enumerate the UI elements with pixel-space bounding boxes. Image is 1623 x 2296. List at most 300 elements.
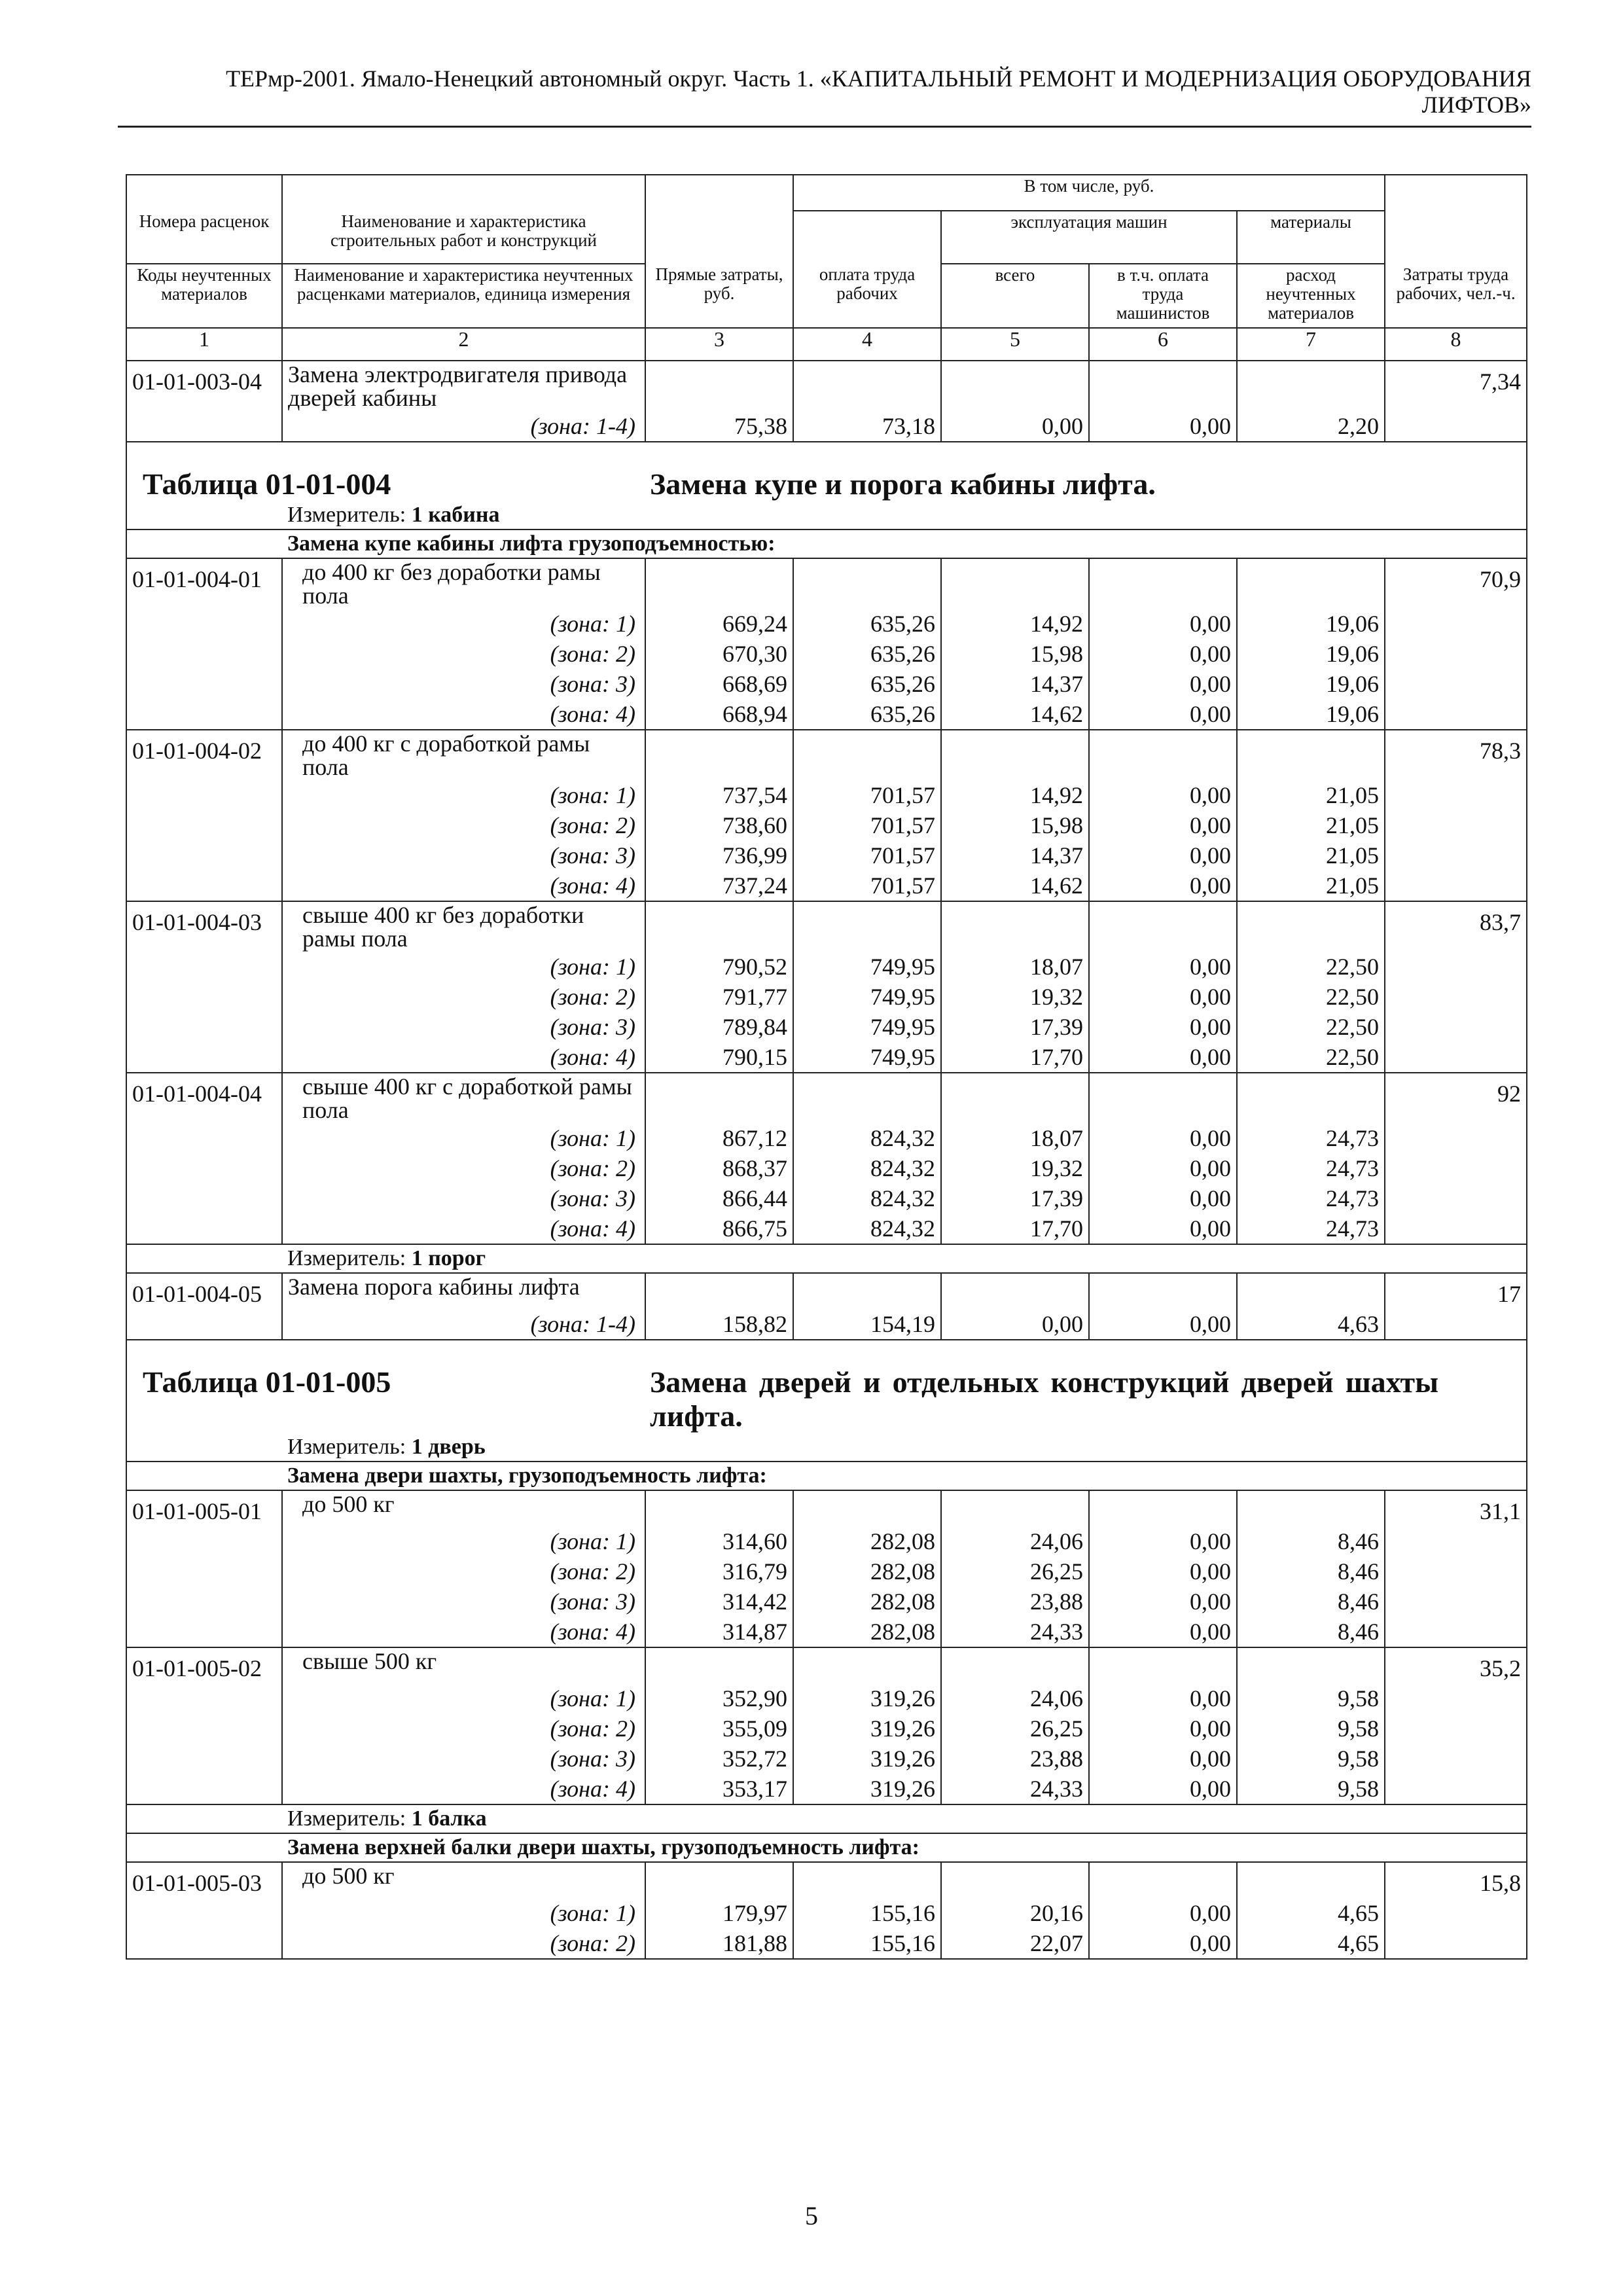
- value-cell: 18,07: [941, 952, 1089, 982]
- value-cell: 0,00: [1089, 840, 1237, 870]
- table-cell: [1089, 901, 1237, 952]
- value-cell: 316,79: [645, 1556, 793, 1587]
- value-cell: 4,63: [1237, 1309, 1385, 1340]
- measure-row: [126, 1804, 1527, 1833]
- group-heading: Замена двери шахты, грузоподъемность лифта:: [282, 1462, 1527, 1490]
- value-cell: 14,92: [941, 609, 1089, 639]
- table-cell: [126, 1744, 282, 1774]
- header-vsego: всего: [941, 264, 1089, 328]
- value-cell: 15,98: [941, 810, 1089, 840]
- value-cell: 19,32: [941, 982, 1089, 1012]
- value-cell: 0,00: [1089, 780, 1237, 810]
- measure-unit: [282, 1244, 1527, 1273]
- labor-cost: 92: [1385, 1073, 1527, 1123]
- zone-row: [126, 1713, 1527, 1744]
- table-cell: [1385, 1928, 1527, 1959]
- zone-row: [126, 1587, 1527, 1617]
- header-mat: материалы: [1237, 211, 1385, 264]
- item-title-row: [126, 1490, 1527, 1526]
- value-cell: 0,00: [1089, 1713, 1237, 1744]
- table-cell: [1385, 1683, 1527, 1713]
- table-cell: [126, 1683, 282, 1713]
- table-cell: [1385, 699, 1527, 730]
- zone-label: (зона: 1-4): [282, 411, 645, 442]
- table-cell: [793, 361, 941, 411]
- value-cell: 668,94: [645, 699, 793, 730]
- value-cell: 20,16: [941, 1898, 1089, 1928]
- value-cell: 0,00: [1089, 1774, 1237, 1804]
- table-cell: [941, 730, 1089, 780]
- zone-label: (зона: 1-4): [282, 1309, 645, 1340]
- table-cell: [1385, 1153, 1527, 1183]
- table-cell: [1089, 1073, 1237, 1123]
- table-cell: [941, 1273, 1089, 1309]
- item-title-row: [126, 1647, 1527, 1683]
- value-cell: 19,06: [1237, 639, 1385, 669]
- zone-label: (зона: 3): [282, 669, 645, 699]
- table-header-row-2: [126, 211, 1527, 264]
- value-cell: 21,05: [1237, 780, 1385, 810]
- value-cell: 23,88: [941, 1744, 1089, 1774]
- rate-code: 01-01-005-01: [126, 1490, 282, 1526]
- table-cell: [1385, 1526, 1527, 1556]
- header-expl: эксплуатация машин: [941, 211, 1237, 264]
- item-name: свыше 400 кг с доработкой рамы пола: [282, 1073, 645, 1123]
- page-number: 5: [805, 2201, 818, 2231]
- table-cell: [793, 1862, 941, 1898]
- table-cell: [1237, 1490, 1385, 1526]
- table-cell: [126, 411, 282, 442]
- zone-row: [126, 1309, 1527, 1340]
- value-cell: 0,00: [1089, 1042, 1237, 1073]
- item-title-row: [126, 1273, 1527, 1309]
- value-cell: 319,26: [793, 1744, 941, 1774]
- table-cell: [126, 870, 282, 901]
- value-cell: 73,18: [793, 411, 941, 442]
- value-cell: 319,26: [793, 1683, 941, 1713]
- labor-cost: 83,7: [1385, 901, 1527, 952]
- table-cell: [1385, 669, 1527, 699]
- table-cell: [126, 639, 282, 669]
- table-cell: [126, 1012, 282, 1042]
- value-cell: 19,06: [1237, 609, 1385, 639]
- table-cell: [941, 558, 1089, 609]
- value-cell: 282,08: [793, 1526, 941, 1556]
- value-cell: 19,06: [1237, 699, 1385, 730]
- measure-label: Измеритель:: [287, 1246, 412, 1270]
- col-number: 3: [645, 328, 793, 361]
- value-cell: 701,57: [793, 840, 941, 870]
- table-header-row-1: [126, 175, 1527, 211]
- value-cell: 749,95: [793, 1012, 941, 1042]
- zone-label: (зона: 3): [282, 840, 645, 870]
- table-cell: [941, 1647, 1089, 1683]
- value-cell: 737,54: [645, 780, 793, 810]
- table-cell: [1385, 952, 1527, 982]
- running-header: [118, 65, 1531, 118]
- col-number: 7: [1237, 328, 1385, 361]
- measure-row: [126, 1433, 1527, 1462]
- value-cell: 319,26: [793, 1774, 941, 1804]
- table-cell: [793, 1647, 941, 1683]
- measure-value: 1 дверь: [411, 1435, 486, 1459]
- table-cell: [793, 901, 941, 952]
- value-cell: 635,26: [793, 699, 941, 730]
- value-cell: 17,70: [941, 1213, 1089, 1244]
- table-cell: [1237, 1647, 1385, 1683]
- table-number: Таблица 01-01-004: [143, 467, 391, 501]
- table-cell: [645, 1862, 793, 1898]
- table-cell: [941, 1073, 1089, 1123]
- rate-code: 01-01-004-05: [126, 1273, 282, 1309]
- value-cell: 0,00: [1089, 411, 1237, 442]
- item-name: Замена электродвигателя привода дверей кабины: [282, 361, 645, 411]
- value-cell: 24,73: [1237, 1183, 1385, 1213]
- zone-row: [126, 810, 1527, 840]
- value-cell: 14,62: [941, 699, 1089, 730]
- zone-label: (зона: 2): [282, 1556, 645, 1587]
- table-cell: [1385, 810, 1527, 840]
- value-cell: 866,75: [645, 1213, 793, 1244]
- value-cell: 635,26: [793, 669, 941, 699]
- value-cell: 0,00: [1089, 1683, 1237, 1713]
- value-cell: 868,37: [645, 1153, 793, 1183]
- table-cell: [1385, 411, 1527, 442]
- value-cell: 701,57: [793, 870, 941, 901]
- value-cell: 0,00: [1089, 1898, 1237, 1928]
- item-title-row: [126, 361, 1527, 411]
- value-cell: 17,39: [941, 1183, 1089, 1213]
- value-cell: 0,00: [1089, 952, 1237, 982]
- labor-cost: 35,2: [1385, 1647, 1527, 1683]
- zone-label: (зона: 2): [282, 1928, 645, 1959]
- measure-label: Измеритель:: [287, 1806, 412, 1831]
- header-incl: В том числе, руб.: [793, 175, 1385, 211]
- table-cell: [126, 1713, 282, 1744]
- header-nomera: Номера расценок: [126, 211, 282, 264]
- zone-row: [126, 1526, 1527, 1556]
- zone-label: (зона: 1): [282, 1526, 645, 1556]
- table-cell: [126, 1244, 282, 1273]
- value-cell: 790,15: [645, 1042, 793, 1073]
- group-row: [126, 529, 1527, 558]
- table-cell: [1385, 1183, 1527, 1213]
- table-cell: [126, 982, 282, 1012]
- header-rule: [118, 126, 1531, 128]
- table-cell: [126, 1042, 282, 1073]
- value-cell: 0,00: [1089, 1309, 1237, 1340]
- value-cell: 790,52: [645, 952, 793, 982]
- zone-label: (зона: 4): [282, 1213, 645, 1244]
- value-cell: 9,58: [1237, 1713, 1385, 1744]
- zone-label: (зона: 4): [282, 1774, 645, 1804]
- value-cell: 314,60: [645, 1526, 793, 1556]
- value-cell: 789,84: [645, 1012, 793, 1042]
- value-cell: 21,05: [1237, 840, 1385, 870]
- table-cell: [126, 810, 282, 840]
- zone-label: (зона: 2): [282, 1713, 645, 1744]
- table-cell: [941, 901, 1089, 952]
- zone-label: (зона: 4): [282, 870, 645, 901]
- zone-label: (зона: 1): [282, 780, 645, 810]
- rates-table: [126, 174, 1527, 1960]
- zone-label: (зона: 3): [282, 1183, 645, 1213]
- table-title-row: [126, 1340, 1527, 1433]
- value-cell: 24,73: [1237, 1123, 1385, 1153]
- table-cell: [793, 730, 941, 780]
- value-cell: 314,87: [645, 1617, 793, 1647]
- zone-row: [126, 1042, 1527, 1073]
- zone-row: [126, 840, 1527, 870]
- rate-code: 01-01-004-02: [126, 730, 282, 780]
- table-cell: [1089, 1490, 1237, 1526]
- value-cell: 701,57: [793, 810, 941, 840]
- table-cell: [126, 609, 282, 639]
- group-row: [126, 1833, 1527, 1862]
- table-cell: [1237, 901, 1385, 952]
- labor-cost: 31,1: [1385, 1490, 1527, 1526]
- value-cell: 749,95: [793, 982, 941, 1012]
- header-naim: Наименование и характеристика строительных работ и конструкций: [282, 211, 645, 264]
- value-cell: 749,95: [793, 952, 941, 982]
- table-cell: [1385, 1744, 1527, 1774]
- col-number: 6: [1089, 328, 1237, 361]
- value-cell: 179,97: [645, 1898, 793, 1928]
- value-cell: 0,00: [1089, 1012, 1237, 1042]
- value-cell: 635,26: [793, 609, 941, 639]
- table-cell: [126, 1183, 282, 1213]
- table-cell: [645, 901, 793, 952]
- table-cell: [1385, 1898, 1527, 1928]
- value-cell: 17,70: [941, 1042, 1089, 1073]
- table-cell: [1237, 1273, 1385, 1309]
- value-cell: 24,73: [1237, 1213, 1385, 1244]
- measure-label: Измеритель:: [287, 503, 412, 527]
- labor-cost: 70,9: [1385, 558, 1527, 609]
- table-cell: [126, 1153, 282, 1183]
- table-cell: [1089, 558, 1237, 609]
- zone-label: (зона: 1): [282, 1683, 645, 1713]
- table-cell: [1385, 982, 1527, 1012]
- labor-cost: 78,3: [1385, 730, 1527, 780]
- value-cell: 19,32: [941, 1153, 1089, 1183]
- zone-label: (зона: 2): [282, 1153, 645, 1183]
- item-title-row: [126, 558, 1527, 609]
- table-caption: Замена купе и порога кабины лифта.: [650, 467, 1156, 501]
- value-cell: 353,17: [645, 1774, 793, 1804]
- header-pryam: Прямые затраты, руб.: [645, 264, 793, 328]
- zone-label: (зона: 4): [282, 699, 645, 730]
- item-name: Замена порога кабины лифта: [282, 1273, 645, 1309]
- value-cell: 14,92: [941, 780, 1089, 810]
- table-title-block: [126, 1340, 1527, 1433]
- table-cell: [1385, 1556, 1527, 1587]
- zone-row: [126, 1898, 1527, 1928]
- table-cell: [1385, 1213, 1527, 1244]
- value-cell: 355,09: [645, 1713, 793, 1744]
- table-cell: [126, 952, 282, 982]
- table-cell: [645, 361, 793, 411]
- item-title-row: [126, 1073, 1527, 1123]
- value-cell: 24,06: [941, 1526, 1089, 1556]
- zone-row: [126, 1556, 1527, 1587]
- table-cell: [793, 1273, 941, 1309]
- value-cell: 319,26: [793, 1713, 941, 1744]
- table-cell: [126, 1833, 282, 1862]
- item-name: до 400 кг с доработкой рамы пола: [282, 730, 645, 780]
- value-cell: 0,00: [1089, 639, 1237, 669]
- value-cell: 26,25: [941, 1556, 1089, 1587]
- value-cell: 19,06: [1237, 669, 1385, 699]
- group-heading: Замена купе кабины лифта грузоподъемностью:: [282, 529, 1527, 558]
- value-cell: 8,46: [1237, 1587, 1385, 1617]
- value-cell: 737,24: [645, 870, 793, 901]
- table-cell: [645, 558, 793, 609]
- value-cell: 21,05: [1237, 870, 1385, 901]
- table-cell: [793, 1490, 941, 1526]
- value-cell: 22,50: [1237, 1042, 1385, 1073]
- zone-row: [126, 411, 1527, 442]
- zone-row: [126, 870, 1527, 901]
- value-cell: 282,08: [793, 1617, 941, 1647]
- col-number: 5: [941, 328, 1089, 361]
- zone-row: [126, 1012, 1527, 1042]
- table-cell: [645, 1647, 793, 1683]
- zone-label: (зона: 1): [282, 952, 645, 982]
- zone-label: (зона: 3): [282, 1587, 645, 1617]
- value-cell: 14,37: [941, 840, 1089, 870]
- table-cell: [1385, 1012, 1527, 1042]
- rate-code: 01-01-003-04: [126, 361, 282, 411]
- value-cell: 8,46: [1237, 1556, 1385, 1587]
- table-cell: [126, 1433, 282, 1462]
- value-cell: 0,00: [1089, 982, 1237, 1012]
- table-cell: [1237, 1862, 1385, 1898]
- col-number: 1: [126, 328, 282, 361]
- measure-unit: [282, 1433, 1527, 1462]
- table-cell: [1237, 558, 1385, 609]
- value-cell: 0,00: [1089, 1123, 1237, 1153]
- zone-label: (зона: 3): [282, 1012, 645, 1042]
- header-kody: Коды неучтенных материалов: [126, 264, 282, 328]
- value-cell: 155,16: [793, 1928, 941, 1959]
- rate-code: 01-01-005-03: [126, 1862, 282, 1898]
- value-cell: 9,58: [1237, 1744, 1385, 1774]
- column-numbers-row: [126, 328, 1527, 361]
- value-cell: 736,99: [645, 840, 793, 870]
- value-cell: 154,19: [793, 1309, 941, 1340]
- zone-label: (зона: 2): [282, 639, 645, 669]
- zone-label: (зона: 2): [282, 810, 645, 840]
- value-cell: 635,26: [793, 639, 941, 669]
- header-naim2: Наименование и характеристика неучтенных расценками материалов, единица измерения: [282, 264, 645, 328]
- item-name: до 500 кг: [282, 1490, 645, 1526]
- table-cell: [1385, 1713, 1527, 1744]
- value-cell: 0,00: [1089, 1526, 1237, 1556]
- value-cell: 24,06: [941, 1683, 1089, 1713]
- value-cell: 352,90: [645, 1683, 793, 1713]
- value-cell: 0,00: [941, 411, 1089, 442]
- table-cell: [645, 730, 793, 780]
- table-cell: [126, 1617, 282, 1647]
- value-cell: 14,62: [941, 870, 1089, 901]
- value-cell: 18,07: [941, 1123, 1089, 1153]
- zone-row: [126, 1213, 1527, 1244]
- header-oplata: оплата труда рабочих: [793, 264, 941, 328]
- value-cell: 866,44: [645, 1183, 793, 1213]
- value-cell: 23,88: [941, 1587, 1089, 1617]
- table-cell: [1385, 840, 1527, 870]
- table-cell: [941, 361, 1089, 411]
- value-cell: 15,98: [941, 639, 1089, 669]
- value-cell: 867,12: [645, 1123, 793, 1153]
- labor-cost: 15,8: [1385, 1862, 1527, 1898]
- value-cell: 701,57: [793, 780, 941, 810]
- value-cell: 9,58: [1237, 1683, 1385, 1713]
- value-cell: 352,72: [645, 1744, 793, 1774]
- table-cell: [941, 1862, 1089, 1898]
- table-cell: [1089, 361, 1237, 411]
- table-cell: [1089, 1273, 1237, 1309]
- value-cell: 824,32: [793, 1213, 941, 1244]
- labor-cost: 17: [1385, 1273, 1527, 1309]
- col-number: 2: [282, 328, 645, 361]
- table-cell: [1089, 1647, 1237, 1683]
- item-title-row: [126, 901, 1527, 952]
- value-cell: 22,50: [1237, 1012, 1385, 1042]
- value-cell: 749,95: [793, 1042, 941, 1073]
- zone-label: (зона: 1): [282, 1898, 645, 1928]
- value-cell: 0,00: [1089, 1617, 1237, 1647]
- value-cell: 26,25: [941, 1713, 1089, 1744]
- zone-label: (зона: 4): [282, 1617, 645, 1647]
- zone-row: [126, 699, 1527, 730]
- table-cell: [126, 1898, 282, 1928]
- value-cell: 0,00: [1089, 609, 1237, 639]
- table-cell: [1385, 1617, 1527, 1647]
- table-cell: [1385, 870, 1527, 901]
- table-cell: [645, 1073, 793, 1123]
- measure-row: [126, 501, 1527, 529]
- table-cell: [126, 669, 282, 699]
- value-cell: 2,20: [1237, 411, 1385, 442]
- zone-row: [126, 982, 1527, 1012]
- measure-value: 1 порог: [411, 1246, 486, 1270]
- value-cell: 0,00: [1089, 870, 1237, 901]
- value-cell: 17,39: [941, 1012, 1089, 1042]
- value-cell: 0,00: [1089, 1587, 1237, 1617]
- measure-value: 1 балка: [411, 1806, 487, 1831]
- table-cell: [1385, 609, 1527, 639]
- value-cell: 4,65: [1237, 1928, 1385, 1959]
- value-cell: 0,00: [1089, 1556, 1237, 1587]
- col-number: 4: [793, 328, 941, 361]
- value-cell: 0,00: [941, 1309, 1089, 1340]
- zone-row: [126, 609, 1527, 639]
- rate-code: 01-01-004-04: [126, 1073, 282, 1123]
- table-cell: [126, 1526, 282, 1556]
- table-cell: [126, 1804, 282, 1833]
- value-cell: 738,60: [645, 810, 793, 840]
- measure-label: Измеритель:: [287, 1435, 412, 1459]
- value-cell: 21,05: [1237, 810, 1385, 840]
- zone-row: [126, 1683, 1527, 1713]
- zone-row: [126, 1617, 1527, 1647]
- value-cell: 668,69: [645, 669, 793, 699]
- group-row: [126, 1462, 1527, 1490]
- table-cell: [645, 1490, 793, 1526]
- item-title-row: [126, 1862, 1527, 1898]
